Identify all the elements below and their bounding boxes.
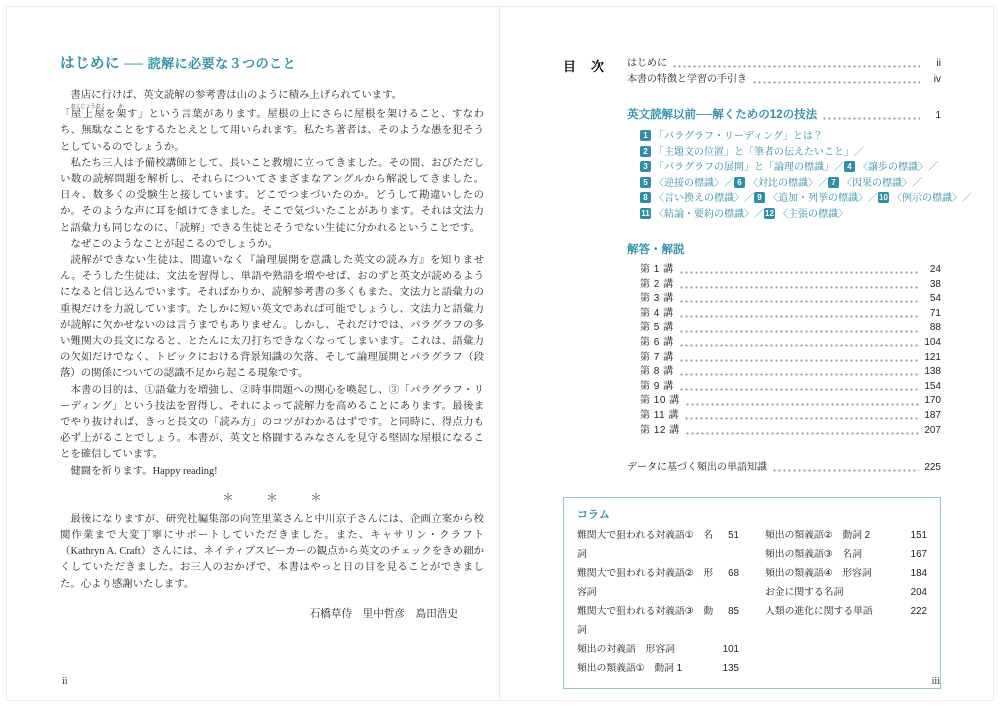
technique-item (734, 178, 828, 189)
lecture-page: 38 (929, 278, 941, 290)
lecture-label: 第 11 講 (640, 409, 679, 421)
technique-label: 〈対比の標識〉／ (748, 177, 828, 189)
column-entry (765, 602, 927, 621)
technique-item (640, 178, 734, 189)
technique-number-badge: 5 (640, 177, 651, 188)
appendix-page: 225 (924, 462, 941, 474)
paragraph: 最後になりますが、研究社編集部の向笠里菜さんと中川京子さんには、企画立案から校閲作業まで大変丁寧にサポートしていただきました。また、キャサリン・クラフト（Kathryn A. Craft）さんには、ネイティブスピーカーの観点から英文のチェックをきめ細かくしていただきました。お三人のおかげで、本書はやっと日の目を見ることができました。心より感謝いたします。 (60, 513, 484, 590)
technique-label: 〈主張の標識〉 (778, 208, 848, 220)
column-entry-label: 頻出の対義語 形容詞 (577, 644, 675, 656)
technique-item (754, 193, 878, 204)
lecture-page: 187 (924, 409, 941, 421)
column-box-title: コラム (577, 509, 610, 522)
toc-lecture-entry (640, 307, 941, 322)
appendix-label: データに基づく頻出の単語知識 (627, 462, 767, 474)
dot-leader (679, 299, 920, 304)
column-entry (765, 526, 927, 545)
toc-entry-label: 本書の特徴と学習の手引き (627, 74, 747, 85)
column-entry-page: 135 (722, 663, 739, 675)
preface-body (60, 88, 484, 621)
ruby-base: 屋上屋 (70, 109, 106, 121)
column-entry-label: 難関大で狙われる対義語② 形容詞 (577, 568, 714, 599)
technique-number-badge: 9 (754, 192, 765, 203)
column-entry-page: 101 (722, 644, 739, 656)
technique-item (844, 162, 938, 173)
technique-item (828, 178, 922, 189)
column-entry (765, 545, 927, 564)
technique-label: 「パラグラフの展開」と「論理の標識」／ (654, 162, 844, 173)
technique-item (640, 193, 754, 204)
toc-main (627, 107, 972, 476)
technique-line (640, 160, 941, 176)
column-box (563, 497, 941, 689)
lecture-page: 104 (924, 336, 941, 348)
column-entry (577, 602, 739, 640)
column-entry-page: 167 (910, 549, 927, 561)
column-entry-page: 51 (728, 530, 739, 542)
lecture-page: 71 (929, 307, 941, 319)
technique-label: 〈結論・要約の標識〉／ (654, 208, 764, 220)
lecture-label: 第 2 講 (640, 278, 674, 290)
preface-title-subtitle: 読解に必要な３つのこと (147, 56, 297, 71)
column-entry (765, 564, 927, 583)
toc-lecture-entry (640, 336, 941, 351)
column-entry-page: 68 (728, 568, 739, 580)
technique-item (640, 209, 764, 220)
toc-appendix-entry (627, 460, 941, 476)
column-box-right-column (765, 526, 927, 678)
paragraph: 書店に行けば、英文読解の参考書は山のように積み上げられています。 (70, 90, 403, 101)
ruby-furigana: おくじょうおく (70, 104, 106, 111)
dot-leader (679, 329, 920, 334)
dot-leader (679, 285, 920, 290)
toc-lecture-entry (640, 263, 941, 278)
column-entry-label: 頻出の類義語① 動詞 1 (577, 663, 683, 675)
toc-entry (627, 72, 941, 88)
paragraph: 本書の目的は、①語彙力を増強し、②時事問題への関心を喚起し、③「パラグラフ・リーディング」という技法を習得し、それによって読解力を高めることにあります。最後までやり抜ければ、きっと長文の「読み方」のコツがわかるはずです。と同時に、得点力も必ず上がることでしょう。本書が、英文と格闘するみなさんを見守る堅固な屋根になることを確信しています。 (60, 384, 484, 461)
lecture-page: 24 (929, 264, 941, 275)
column-entry-page: 222 (910, 606, 927, 618)
technique-item (640, 131, 823, 142)
technique-label: 〈例示の標識〉／ (892, 193, 972, 204)
dot-leader (685, 431, 920, 436)
column-entry (577, 659, 739, 678)
toc-entry-page: ii (936, 58, 941, 69)
technique-number-badge: 1 (640, 130, 651, 141)
technique-label: 「主題文の位置」と「筆者の伝えたいこと」／ (654, 146, 864, 158)
text-segment: 「 (60, 109, 71, 121)
technique-item (764, 209, 848, 220)
dot-leader (679, 372, 920, 377)
toc-section-answers-title: 解答・解説 (627, 244, 685, 256)
technique-number-badge: 11 (641, 208, 650, 218)
technique-number-badge: 7 (828, 177, 839, 188)
toc-entry-page: 1 (935, 110, 941, 121)
paragraph: なぜこのようなことが起こるのでしょうか。 (70, 238, 279, 250)
technique-number-badge: 10 (879, 193, 888, 202)
paragraph: 読解ができない生徒は、間違いなく『論理展開を意識した英文の読み方』を知りません。そうした生徒は、文法を習得し、単語や熟語を増やせば、おのずと英文が読めるようになると信じ込んでいます。そればかりか、読解参考書の多くもまた、文法力と語彙力の重視だけを力説しています。たしかに短い英文であれば可能でしょうし、文法力と語彙力が読解に欠かせないのは言うまでもありません。しかし、それだけでは、パラグラフの多い難関大の長文になると、とたんに太刀打ちできなくなってしまいます。これは、語彙力の欠如だけでなく、トピックにおける背景知識の欠落、そして論理展開とパラグラフ（段落）の関係についての認識不足から起こる現象です。 (60, 255, 484, 380)
author-names: 石橋草侍 里中哲彦 島田浩史 (309, 608, 458, 620)
technique-label: 〈追加・列挙の標識〉／ (768, 193, 878, 204)
preface-title-dash: ── (124, 56, 144, 71)
technique-line (640, 207, 941, 223)
lecture-label: 第 12 講 (640, 424, 680, 436)
technique-line (640, 176, 941, 192)
column-entry-label: 頻出の類義語④ 形容詞 (765, 568, 872, 580)
technique-item (640, 162, 844, 173)
toc-lecture-entry (640, 278, 941, 293)
column-entry-label: 人類の進化に関する単語 (765, 606, 873, 618)
ruby-base: 架 (115, 109, 127, 121)
technique-label: 〈言い換えの標識〉／ (654, 193, 754, 204)
ruby-kasu (115, 104, 127, 121)
technique-label: 〈譲歩の標識〉／ (858, 162, 938, 173)
column-entry (577, 640, 739, 659)
column-entry-label: お金に関する名詞 (765, 587, 844, 599)
lecture-label: 第 8 講 (640, 366, 674, 378)
technique-number-badge: 4 (844, 161, 855, 172)
lecture-label: 第 10 講 (640, 395, 680, 407)
technique-line (640, 191, 972, 207)
dot-leader (684, 416, 919, 421)
paragraph-with-ruby (60, 104, 484, 156)
dot-leader (752, 80, 920, 85)
technique-number-badge: 12 (765, 208, 774, 218)
lecture-page: 207 (924, 424, 941, 436)
technique-item (878, 193, 972, 204)
technique-label: 「パラグラフ・リーディング」とは？ (654, 131, 823, 142)
left-page-number: ii (62, 676, 68, 687)
dot-leader (822, 116, 920, 121)
technique-number-badge: 8 (640, 192, 651, 203)
toc-lecture-entry (640, 380, 941, 395)
technique-line (640, 145, 941, 161)
column-entry (577, 564, 739, 602)
column-box-left-column (577, 526, 739, 678)
toc-lecture-entry (640, 409, 941, 424)
column-entry-page: 151 (910, 530, 927, 542)
toc-lecture-entry (640, 351, 941, 366)
technique-number-badge: 6 (734, 177, 745, 188)
lecture-label: 第 6 講 (640, 336, 674, 348)
toc-lecture-entry (640, 394, 941, 409)
lecture-label: 第 3 講 (640, 293, 674, 305)
lecture-page: 88 (929, 322, 941, 334)
dot-leader (679, 314, 920, 319)
lecture-label: 第 5 講 (640, 322, 674, 334)
toc-lecture-entry (640, 321, 941, 336)
column-entry (765, 583, 927, 602)
text-segment: す」という言葉があります。屋根の上にさらに屋根を架けること、すなわち、無駄なことをするたとえとして用いられます。私たち著者は、そのような愚を犯そうとしているのでしょうか。 (60, 109, 485, 153)
dot-leader (772, 468, 919, 473)
lecture-list (640, 263, 941, 438)
toc-section-skills (627, 107, 941, 124)
column-entry-label: 難関大で狙われる対義語① 名詞 (577, 530, 714, 561)
technique-number-badge: 2 (640, 146, 651, 157)
dot-leader (672, 64, 920, 69)
preface-title (60, 52, 484, 73)
right-page-number: iii (931, 676, 940, 687)
paragraph: 私たち三人は予備校講師として、長いこと教壇に立ってきました。その間、おびただしい数の読解問題を解析し、それらについてさまざまなアングルから解説してきました。日々、数多くの受験生と接しています。どこでつまづいたのか。どうして勘違いしたのか。そのような声に耳を傾けてきました。そこで気づいたことがあります。それは文法力と語彙力も同じなのに、「読解」できる生徒とそうでない生徒に分かれるということです。 (60, 157, 484, 234)
toc-lecture-entry (640, 292, 941, 307)
dot-leader (679, 358, 920, 363)
column-entry-page: 85 (728, 606, 739, 618)
technique-number-badge: 3 (640, 161, 651, 172)
column-box-columns (577, 526, 927, 678)
preface-page (60, 52, 484, 621)
section-separator-stars: ＊ ＊ ＊ (222, 491, 322, 504)
section-title: 英文読解以前──解くための12の技法 (627, 109, 818, 121)
technique-label: 〈逆接の標識〉／ (654, 177, 734, 189)
lecture-label: 第 7 講 (640, 351, 674, 363)
lecture-page: 121 (924, 351, 941, 363)
text-segment: を (104, 109, 116, 121)
toc-lecture-entry (640, 365, 941, 380)
toc-page (563, 56, 972, 689)
preface-title-lead: はじめに (60, 56, 120, 72)
dot-leader (679, 387, 920, 392)
dot-leader (679, 270, 920, 275)
toc-front-matter (627, 56, 941, 88)
dot-leader (685, 402, 920, 407)
column-entry-label: 難関大で狙われる対義語③ 動詞 (577, 606, 714, 637)
toc-header (563, 56, 941, 88)
column-entry-page: 184 (910, 568, 927, 580)
technique-label: 〈因果の標識〉／ (842, 177, 922, 189)
lecture-page: 54 (929, 293, 941, 305)
book-gutter-line (499, 7, 500, 700)
toc-title: 目 次 (563, 59, 606, 74)
column-entry-label: 頻出の類義語② 動詞 2 (765, 530, 871, 542)
lecture-page: 170 (924, 395, 941, 407)
paragraph: 健闘を祈ります。Happy reading! (70, 465, 218, 477)
lecture-label: 第 4 講 (640, 307, 674, 319)
toc-entry-page: iv (933, 74, 941, 85)
ruby-okujouoku (70, 104, 106, 121)
lecture-label: 第 9 講 (640, 380, 674, 392)
lecture-page: 154 (924, 380, 941, 392)
technique-line (640, 129, 941, 145)
technique-list (640, 129, 972, 222)
lecture-page: 138 (924, 366, 941, 378)
toc-entry (627, 56, 941, 72)
column-entry-page: 204 (910, 587, 927, 599)
technique-item (640, 147, 864, 158)
column-entry (577, 526, 739, 564)
ruby-furigana: か (115, 104, 127, 111)
toc-entry-label: はじめに (627, 58, 667, 69)
toc-lecture-entry (640, 424, 941, 439)
column-entry-label: 頻出の類義語③ 名詞 (765, 549, 862, 561)
dot-leader (679, 343, 920, 348)
lecture-label: 第 1 講 (640, 264, 674, 275)
